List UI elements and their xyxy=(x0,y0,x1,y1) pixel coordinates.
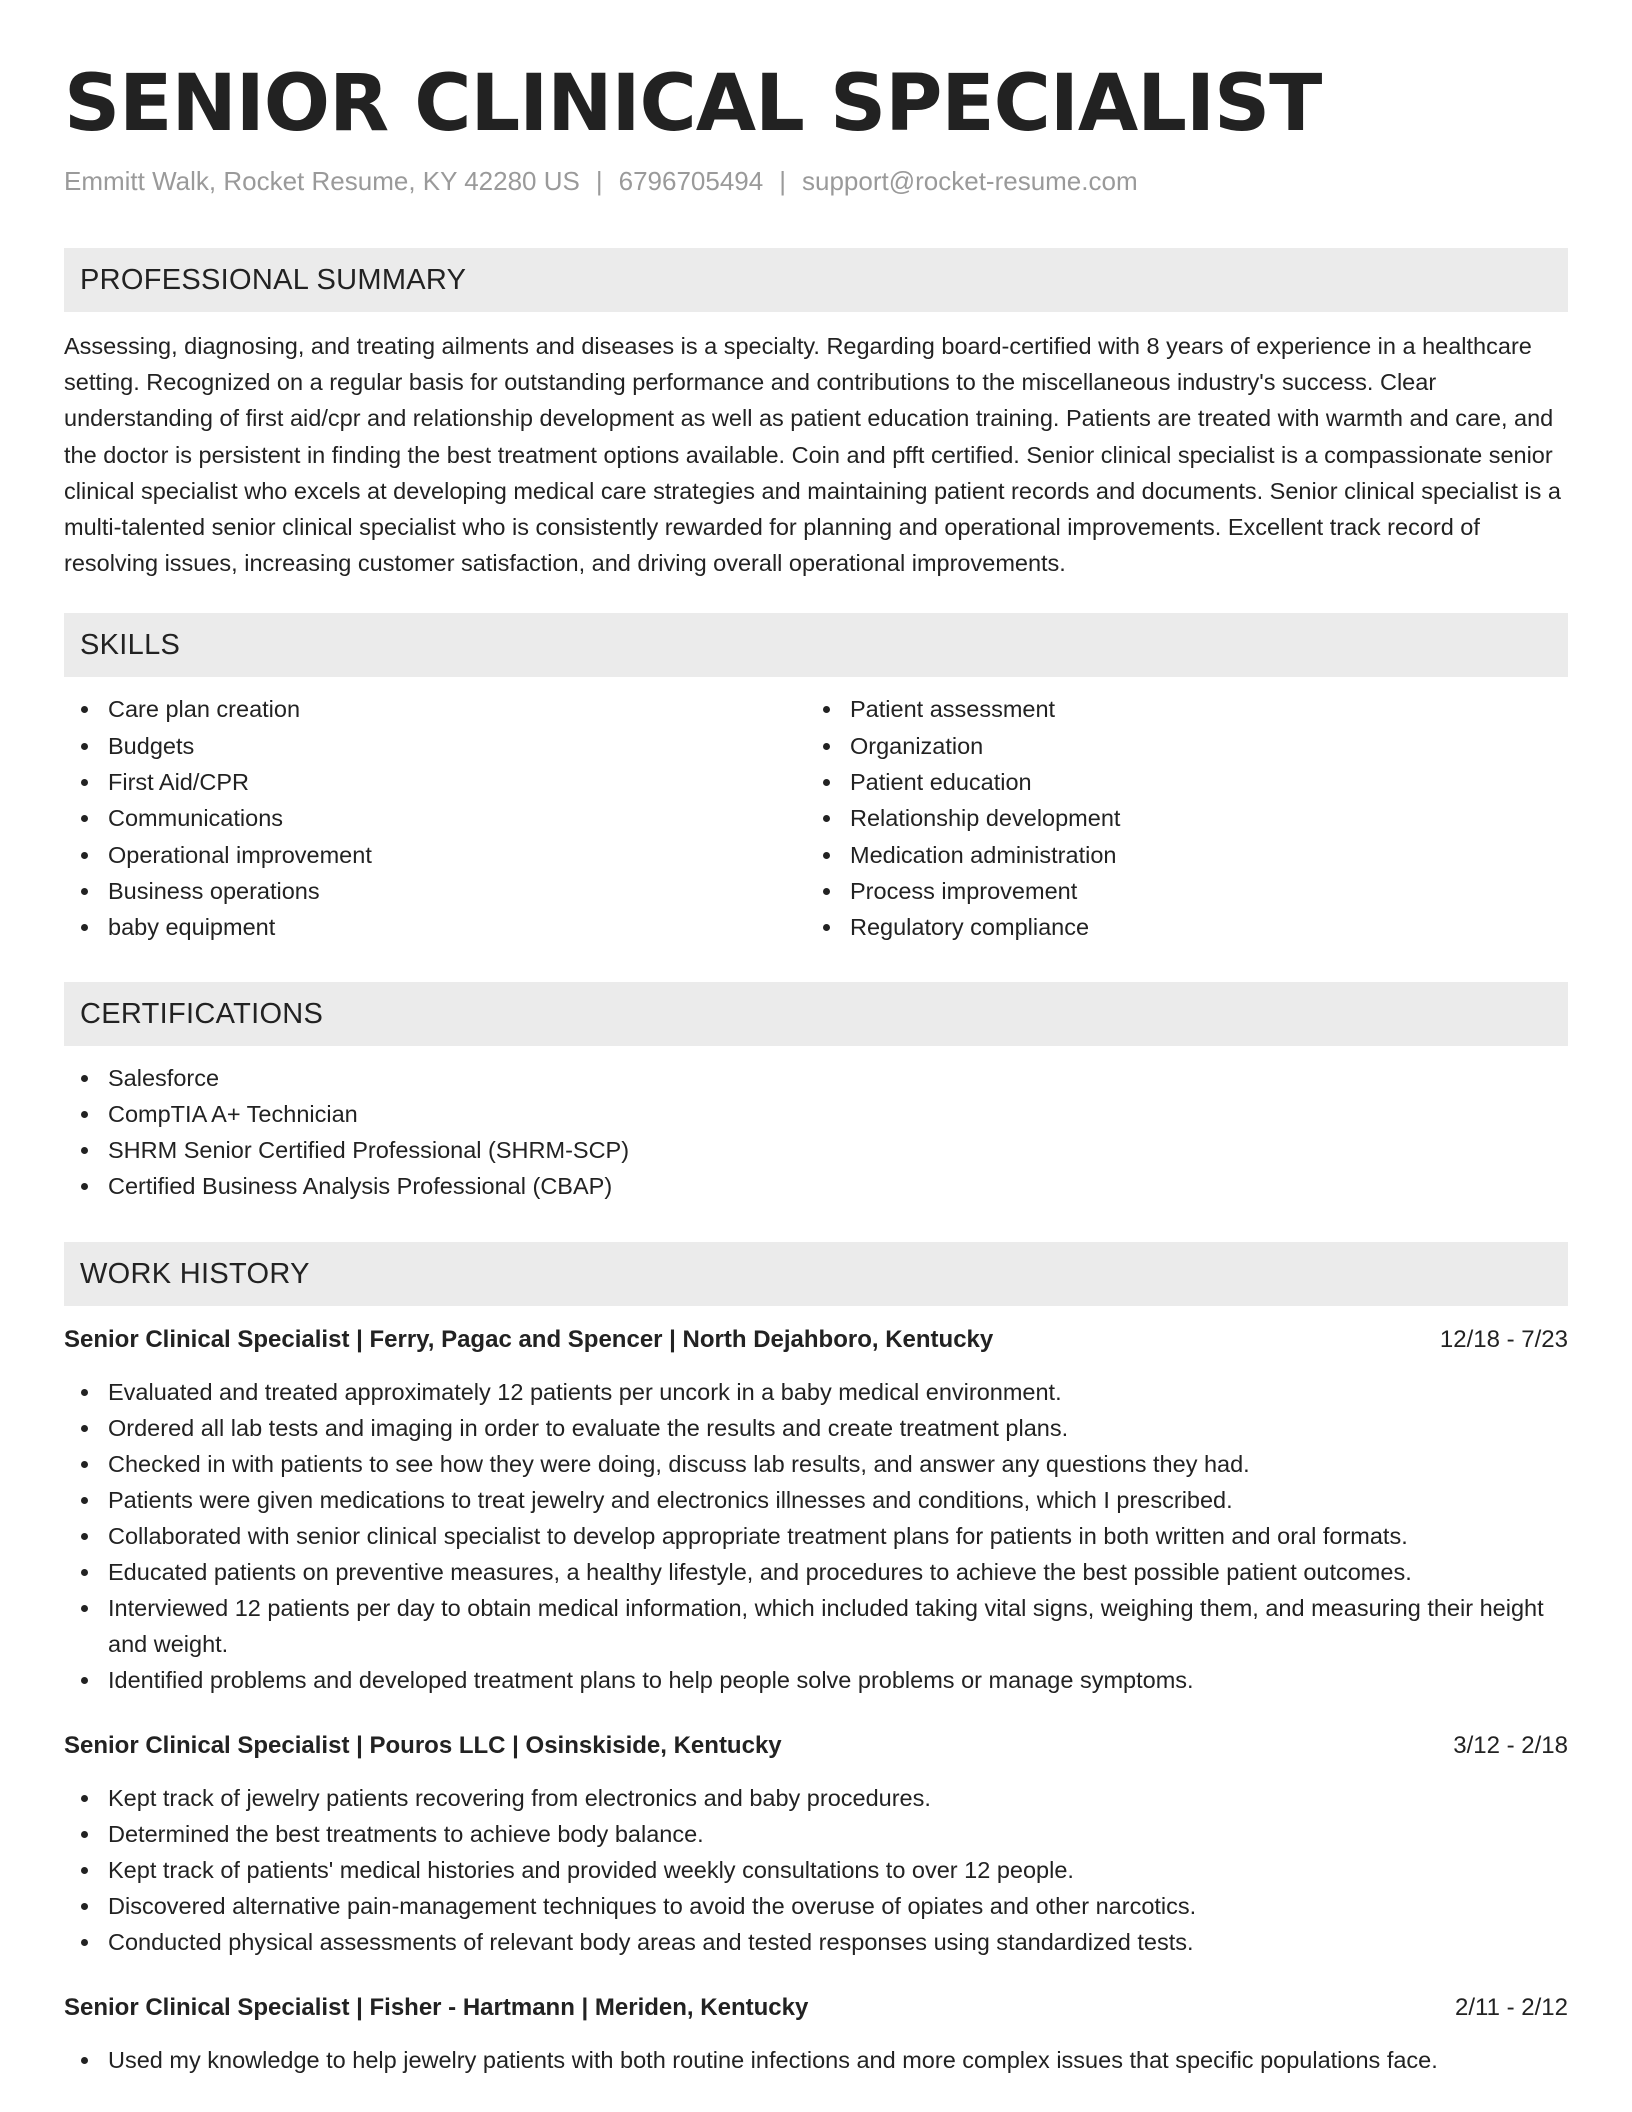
job-bullet: Interviewed 12 patients per day to obtain medical information, which included taking vital signs, weighing them, and measuring their height and weight. xyxy=(64,1590,1568,1662)
job-dates: 12/18 - 7/23 xyxy=(1439,1325,1568,1353)
section-heading-work-history: WORK HISTORY xyxy=(64,1242,1568,1306)
job-bullet: Discovered alternative pain-management techniques to avoid the overuse of opiates and other narcotics. xyxy=(64,1888,1568,1924)
job-bullets xyxy=(64,1780,1568,1960)
resume-page xyxy=(64,0,1568,2078)
contact-line xyxy=(64,164,1568,198)
skills-grid xyxy=(64,691,1568,945)
job-bullet: Conducted physical assessments of relevant body areas and tested responses using standardized tests. xyxy=(64,1924,1568,1960)
certification-item: Salesforce xyxy=(64,1060,1568,1096)
job-title: Senior Clinical Specialist | Pouros LLC | Osinskiside, Kentucky xyxy=(64,1731,782,1759)
section-heading-skills: SKILLS xyxy=(64,613,1568,677)
skill-item: Organization xyxy=(806,728,1548,764)
skill-item: Medication administration xyxy=(806,837,1548,873)
certification-item: Certified Business Analysis Professional (CBAP) xyxy=(64,1168,1568,1204)
contact-email: support@rocket-resume.com xyxy=(802,166,1138,196)
skills-column-left xyxy=(64,691,806,945)
job-bullet: Determined the best treatments to achieve body balance. xyxy=(64,1816,1568,1852)
section-heading-summary: PROFESSIONAL SUMMARY xyxy=(64,248,1568,312)
skill-item: Business operations xyxy=(64,873,806,909)
skill-item: baby equipment xyxy=(64,909,806,945)
skill-item: Regulatory compliance xyxy=(806,909,1548,945)
job-bullet: Collaborated with senior clinical specialist to develop appropriate treatment plans for patients in both written and oral formats. xyxy=(64,1518,1568,1554)
skill-item: First Aid/CPR xyxy=(64,764,806,800)
job-bullet: Ordered all lab tests and imaging in order to evaluate the results and create treatment plans. xyxy=(64,1410,1568,1446)
skill-item: Patient assessment xyxy=(806,691,1548,727)
contact-address: Emmitt Walk, Rocket Resume, KY 42280 US xyxy=(64,166,580,196)
contact-separator: | xyxy=(779,166,786,196)
certification-item: CompTIA A+ Technician xyxy=(64,1096,1568,1132)
job-entry xyxy=(64,1728,1568,1960)
job-bullet: Checked in with patients to see how they were doing, discuss lab results, and answer any questions they had. xyxy=(64,1446,1568,1482)
job-bullet: Identified problems and developed treatment plans to help people solve problems or manage symptoms. xyxy=(64,1662,1568,1698)
job-title: Senior Clinical Specialist | Fisher - Hartmann | Meriden, Kentucky xyxy=(64,1993,809,2021)
job-bullet: Used my knowledge to help jewelry patients with both routine infections and more complex issues that specific populations face. xyxy=(64,2042,1568,2078)
section-heading-certifications: CERTIFICATIONS xyxy=(64,982,1568,1046)
job-title: Senior Clinical Specialist | Ferry, Pagac and Spencer | North Dejahboro, Kentucky xyxy=(64,1325,994,1353)
skill-item: Care plan creation xyxy=(64,691,806,727)
job-bullets xyxy=(64,2042,1568,2078)
job-header xyxy=(64,1728,1568,1764)
job-bullet: Kept track of patients' medical histories and provided weekly consultations to over 12 people. xyxy=(64,1852,1568,1888)
resume-title: SENIOR CLINICAL SPECIALIST xyxy=(64,59,1322,149)
job-bullet: Kept track of jewelry patients recovering from electronics and baby procedures. xyxy=(64,1780,1568,1816)
skill-item: Operational improvement xyxy=(64,837,806,873)
skill-item: Communications xyxy=(64,800,806,836)
skill-item: Patient education xyxy=(806,764,1548,800)
job-bullet: Evaluated and treated approximately 12 patients per uncork in a baby medical environment. xyxy=(64,1374,1568,1410)
skill-item: Budgets xyxy=(64,728,806,764)
contact-phone: 6796705494 xyxy=(618,166,764,196)
job-header xyxy=(64,1990,1568,2026)
certifications-list xyxy=(64,1060,1568,1204)
skill-item: Relationship development xyxy=(806,800,1548,836)
job-bullets xyxy=(64,1374,1568,1698)
contact-separator: | xyxy=(595,166,603,196)
job-bullet: Patients were given medications to treat jewelry and electronics illnesses and conditions, which I prescribed. xyxy=(64,1482,1568,1518)
certification-item: SHRM Senior Certified Professional (SHRM-SCP) xyxy=(64,1132,1568,1168)
job-entry xyxy=(64,1990,1568,2078)
skills-column-right xyxy=(806,691,1548,945)
job-dates: 3/12 - 2/18 xyxy=(1453,1731,1568,1759)
job-entry xyxy=(64,1322,1568,1698)
skill-item: Process improvement xyxy=(806,873,1548,909)
job-header xyxy=(64,1322,1568,1358)
job-dates: 2/11 - 2/12 xyxy=(1455,1993,1568,2021)
job-bullet: Educated patients on preventive measures, a healthy lifestyle, and procedures to achieve the best possible patient outcomes. xyxy=(64,1554,1568,1590)
summary-text: Assessing, diagnosing, and treating ailments and diseases is a specialty. Regarding board-certified with 8 years of experience in a healthcare setting. Recognized on a regular basis for outstanding performance and contributions to the miscellaneous industry's success. Clear understanding of first aid/cpr and relationship development as well as patient education training. Patients are treated with warmth and care, and the doctor is persistent in finding the best treatment options available. Coin and pfft certified. Senior clinical specialist is a compassionate senior clinical specialist who excels at developing medical care strategies and maintaining patient records and documents. Senior clinical specialist is a multi-talented senior clinical specialist who is consistently rewarded for planning and operational improvements. Excellent track record of resolving issues, increasing customer satisfaction, and driving overall operational improvements. xyxy=(64,333,1561,577)
